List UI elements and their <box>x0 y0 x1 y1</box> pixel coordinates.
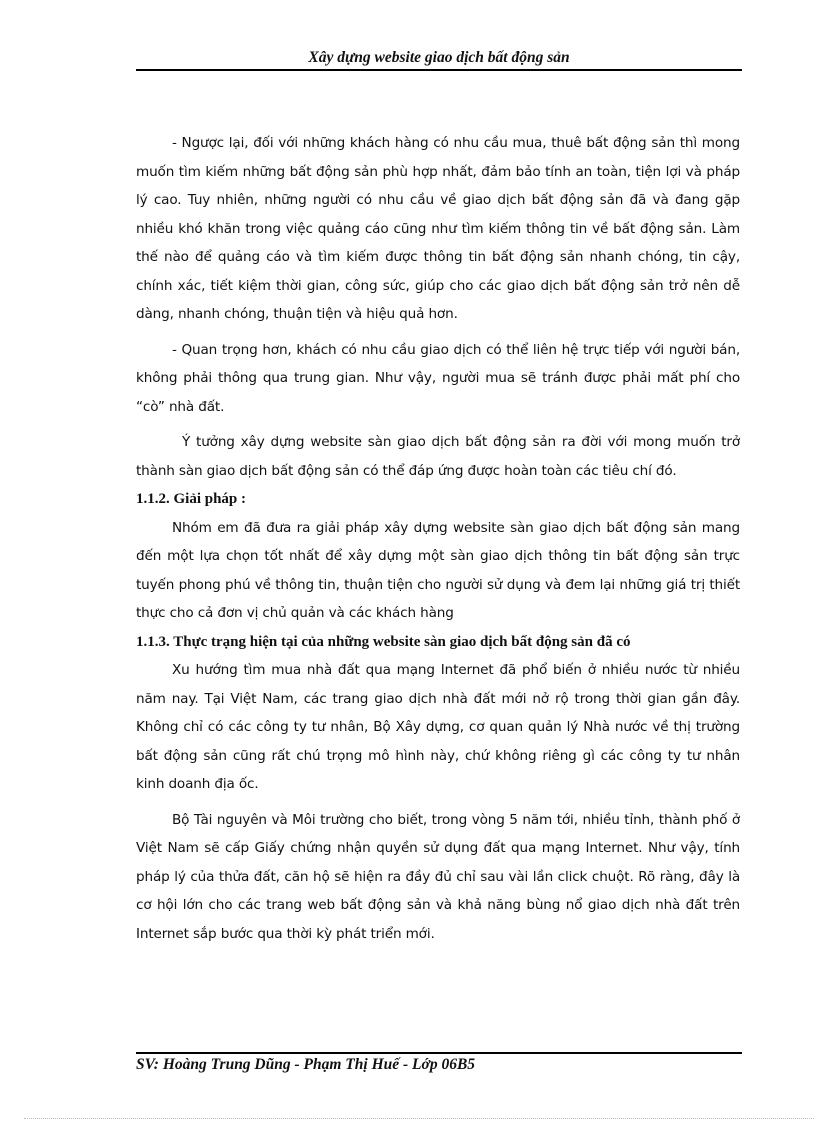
paragraph-solution: Nhóm em đã đưa ra giải pháp xây dựng website sàn giao dịch bất động sản mang đến một lựa chọn tốt nhất để xây dựng một sàn giao dịch thông tin bất động sản trực tuyến phong phú về thông tin, thuận tiện cho người sử dụng và đem lại những giá trị thiết thực cho cả đơn vị chủ quản và các khách hàng <box>136 519 740 621</box>
page-header-title: Xây dựng website giao dịch bất động sản <box>308 49 570 66</box>
page-footer-authors: SV: Hoàng Trung Dũng - Phạm Thị Huế - Lớp 06B5 <box>136 1056 476 1073</box>
header-divider <box>136 69 742 71</box>
section-heading-solution: 1.1.2. Giải pháp : <box>136 491 247 507</box>
paragraph-direct-contact: - Quan trọng hơn, khách có nhu cầu giao dịch có thể liên hệ trực tiếp với người bán, không phải thông qua trung gian. Như vậy, người mua sẽ tránh được phải mất phí cho “cò” nhà đất. <box>136 341 740 415</box>
paragraph-idea: Ý tưởng xây dựng website sàn giao dịch bất động sản ra đời với mong muốn trở thành sàn giao dịch bất động sản có thể đáp ứng được hoàn toàn các tiêu chí đó. <box>136 434 740 479</box>
page-edge-divider <box>24 1118 814 1119</box>
document-body <box>136 129 740 948</box>
paragraph-trend: Xu hướng tìm mua nhà đất qua mạng Internet đã phổ biến ở nhiều nước từ nhiều năm nay. Tại Việt Nam, các trang giao dịch nhà đất mới nở rộ trong thời gian gần đây. Không chỉ có các công ty tư nhân, Bộ Xây dựng, cơ quan quản lý Nhà nước về thị trường bất động sản cũng rất chú trọng mô hình này, chứ không riêng gì các công ty tư nhân kinh doanh địa ốc. <box>136 662 740 792</box>
paragraph-customer-needs: - Ngược lại, đối với những khách hàng có nhu cầu mua, thuê bất động sản thì mong muốn tìm kiếm những bất động sản phù hợp nhất, đảm bảo tính an toàn, tiện lợi và pháp lý cao. Tuy nhiên, những người có nhu cầu về giao dịch bất động sản đã và đang gặp nhiều khó khăn trong việc quảng cáo cũng như tìm kiếm thông tin về bất động sản. Làm thế nào để quảng cáo và tìm kiếm được thông tin bất động sản nhanh chóng, tin cậy, chính xác, tiết kiệm thời gian, công sức, giúp cho các giao dịch bất động sản trở nên dễ dàng, nhanh chóng, thuận tiện và hiệu quả hơn. <box>136 135 740 322</box>
paragraph-ministry: Bộ Tài nguyên và Môi trường cho biết, trong vòng 5 năm tới, nhiều tỉnh, thành phố ở Việt Nam sẽ cấp Giấy chứng nhận quyền sử dụng đất qua mạng Internet. Như vậy, tính pháp lý của thửa đất, căn hộ sẽ hiện ra đầy đủ chỉ sau vài lần click chuột. Rõ ràng, đây là cơ hội lớn cho các trang web bất động sản và khả năng bùng nổ giao dịch nhà đất trên Internet sắp bước qua thời kỳ phát triển mới. <box>136 811 740 942</box>
section-heading-current-state: 1.1.3. Thực trạng hiện tại của những website sàn giao dịch bất động sản đã có <box>136 633 631 650</box>
footer-divider <box>136 1052 742 1054</box>
